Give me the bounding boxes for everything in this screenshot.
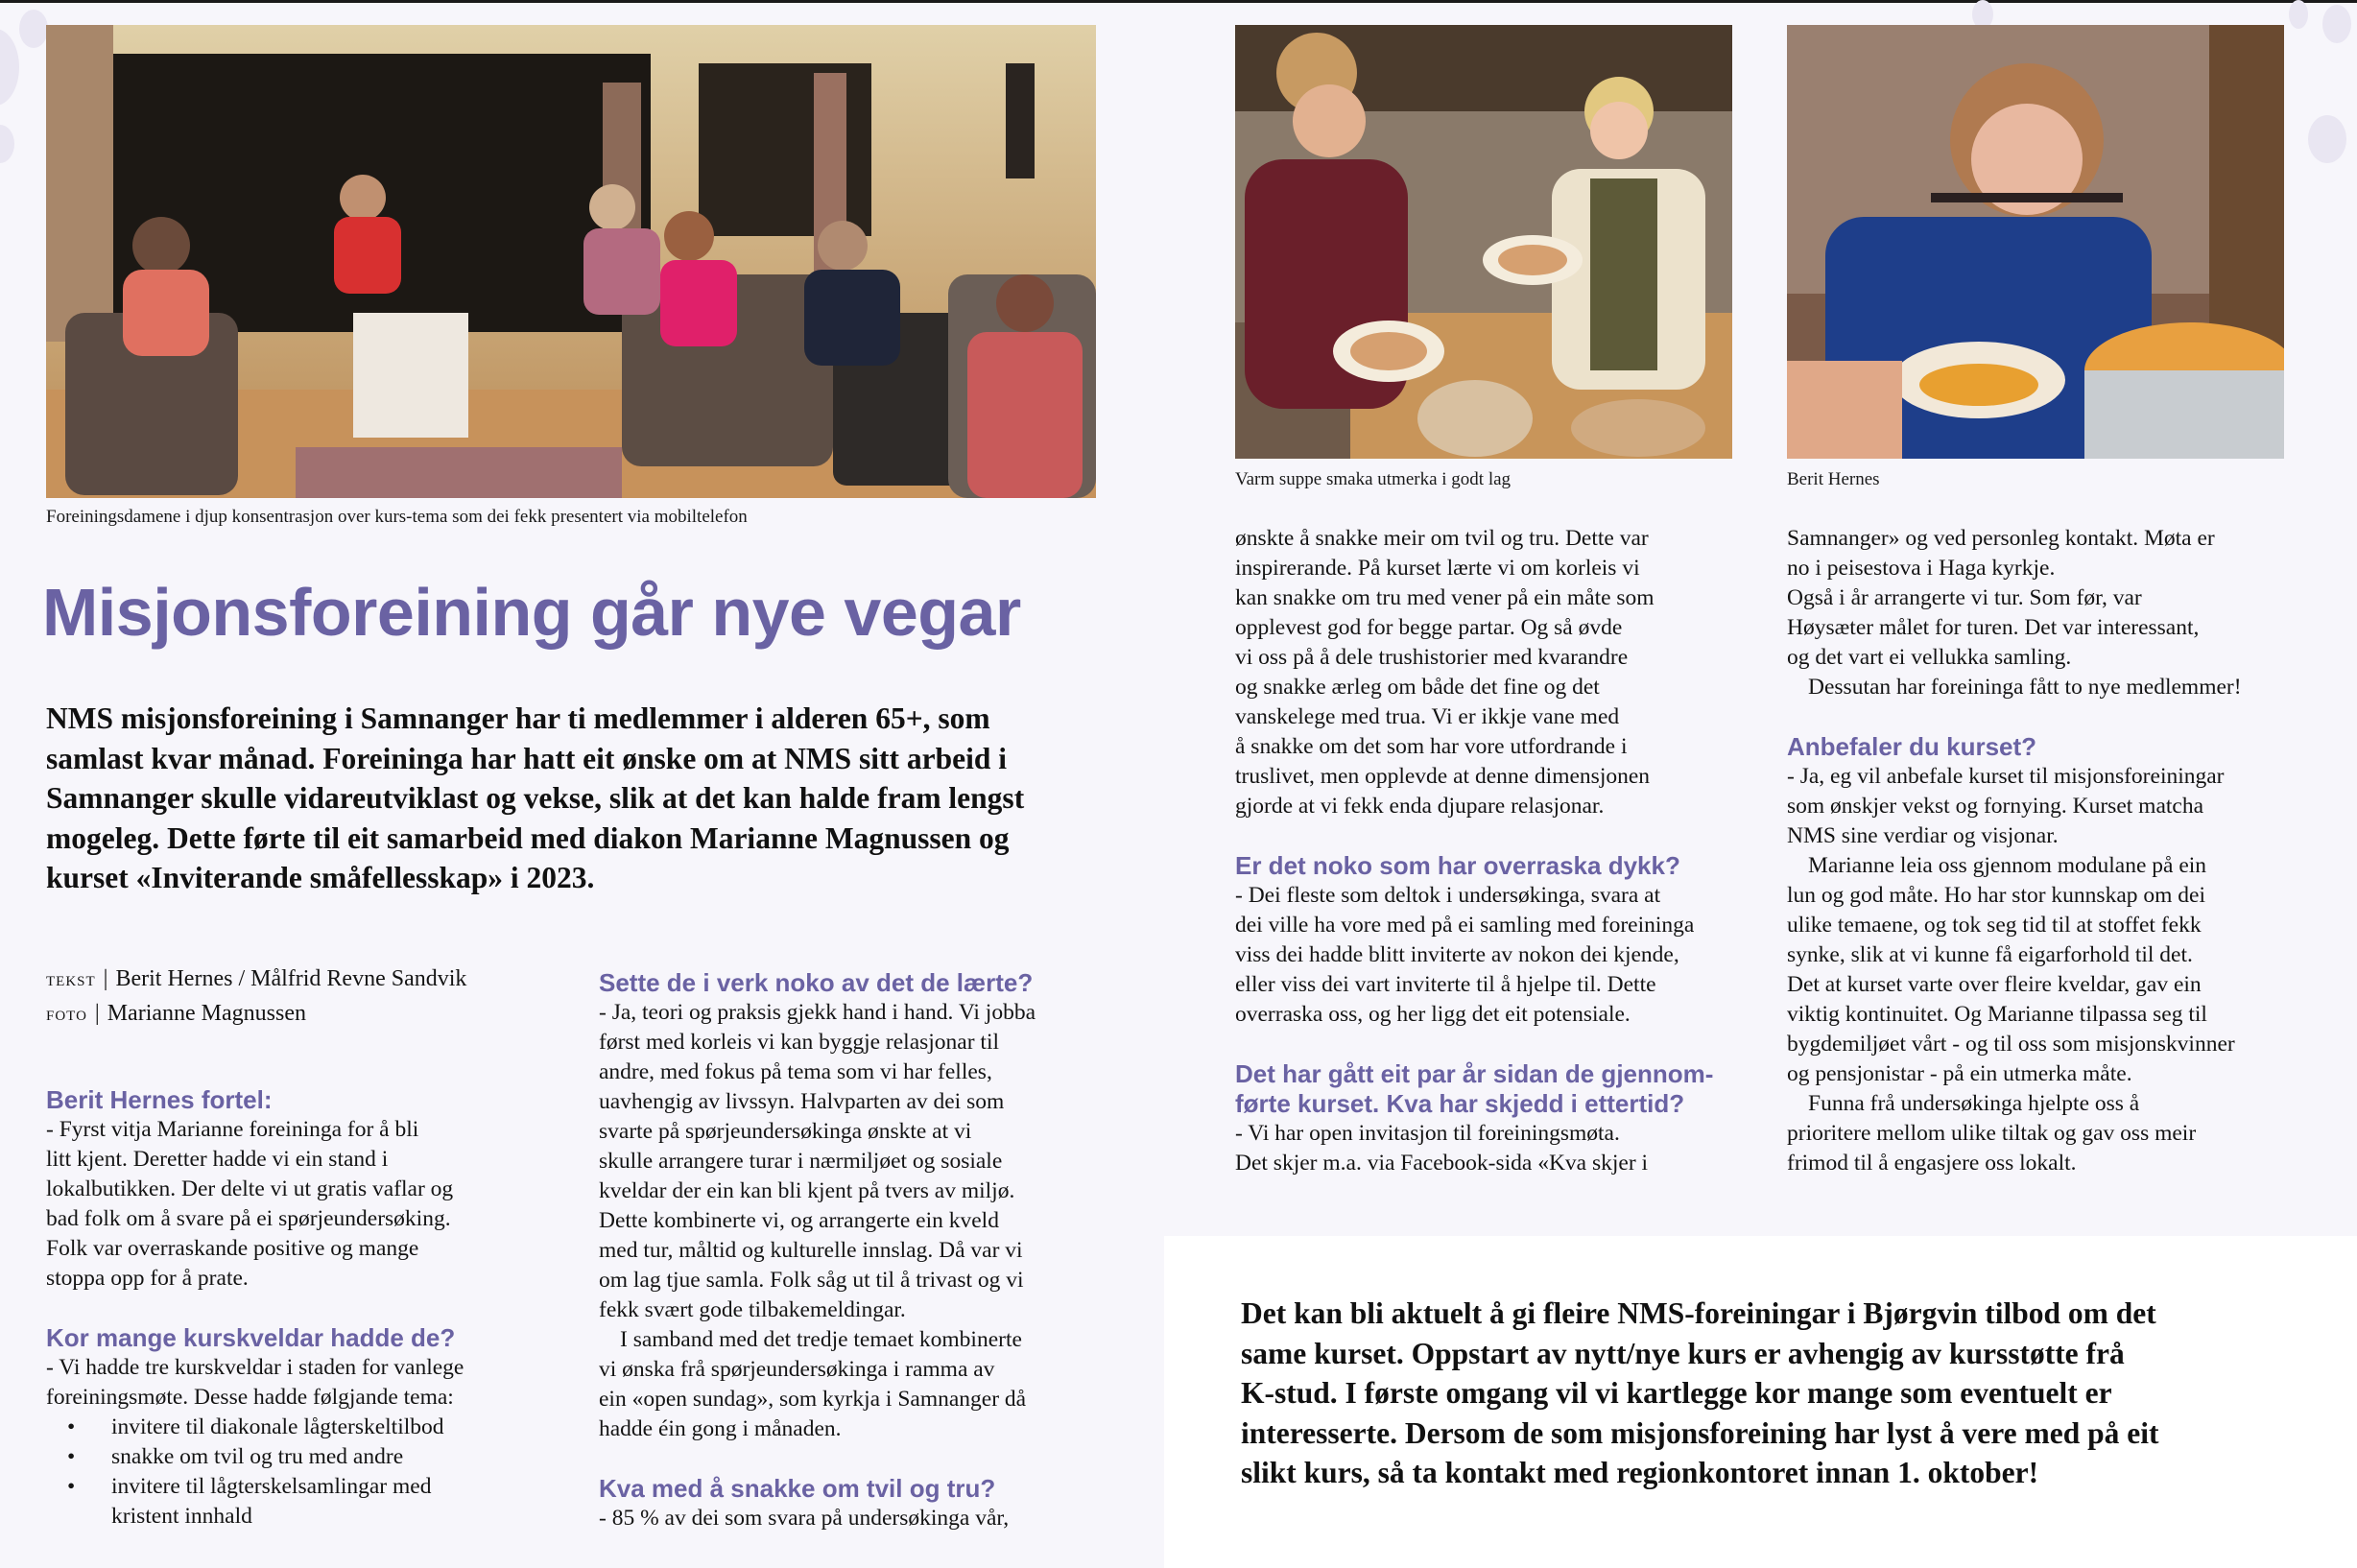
soup-serving-image xyxy=(1235,25,1732,459)
body-line: og pensjonistar - på ein utmerka måte. xyxy=(1787,1061,2132,1086)
body-line: no i peisestova i Haga kyrkje. xyxy=(1787,556,2056,581)
callout-line: K-stud. I første omgang vil vi kartlegge kor mange som eventuelt er xyxy=(1241,1376,2112,1410)
body-line: - 85 % av dei som svara på undersøkinga vår, xyxy=(599,1506,1010,1531)
body-line: med tur, måltid og kulturelle innslag. Då var vi xyxy=(599,1238,1023,1263)
section-heading: førte kurset. Kva har skjedd i ettertid? xyxy=(1235,1089,1685,1118)
column-4 xyxy=(1787,524,2305,1178)
article-title: Misjonsforeining går nye vegar xyxy=(42,575,1021,650)
body-line: overraska oss, og her ligg det eit potensiale. xyxy=(1235,1002,1631,1027)
body-line: fekk svært gode tilbakemeldingar. xyxy=(599,1297,906,1322)
byline-text-row xyxy=(46,963,466,998)
body-line: uavhengig av livssyn. Halvparten av dei som xyxy=(599,1089,1005,1114)
body-line: opplevest god for begge partar. Og så øvde xyxy=(1235,615,1623,640)
body-line: Også i år arrangerte vi tur. Som før, var xyxy=(1787,585,2142,610)
lead-line: Samnanger skulle vidareutviklast og vekse, slik at det kan halde fram lengst xyxy=(46,781,1025,815)
section-heading: Det har gått eit par år sidan de gjennom- xyxy=(1235,1059,1714,1088)
body-line: andre, med fokus på tema som vi har felles, xyxy=(599,1059,992,1084)
byline xyxy=(46,963,466,1033)
body-line: bygdemiljøet vårt - og til oss som misjonskvinner xyxy=(1787,1032,2235,1057)
body-line: Dessutan har foreininga fått to nye medlemmer! xyxy=(1808,675,2242,700)
body-line: Høysæter målet for turen. Det var interessant, xyxy=(1787,615,2200,640)
body-line: gjorde at vi fekk enda djupare relasjonar. xyxy=(1235,794,1605,819)
callout-box xyxy=(1164,1236,2357,1568)
body-line: - Fyrst vitja Marianne foreininga for å bli xyxy=(46,1117,419,1142)
body-line: Det at kurset varte over fleire kveldar, gav ein xyxy=(1787,972,2202,997)
body-line: svarte på spørjeundersøkinga ønskte at vi xyxy=(599,1119,972,1144)
body-line: prioritere mellom ulike tiltak og gav oss meir xyxy=(1787,1121,2197,1146)
body-line: synke, slik at vi kunne få eigarforhold til det. xyxy=(1787,942,2193,967)
body-line: først med korleis vi kan byggje relasjonar til xyxy=(599,1030,1000,1055)
callout-line: Det kan bli aktuelt å gi fleire NMS-foreiningar i Bjørgvin tilbod om det xyxy=(1241,1296,2156,1330)
body-line: - Vi har open invitasjon til foreiningsmøta. xyxy=(1235,1121,1620,1146)
body-line: Samnanger» og ved personleg kontakt. Møta er xyxy=(1787,526,2215,551)
lead-line: NMS misjonsforeining i Samnanger har ti medlemmer i alderen 65+, som xyxy=(46,701,990,735)
section-heading: Berit Hernes fortel: xyxy=(46,1085,273,1114)
body-line: viktig kontinuitet. Og Marianne tilpassa seg til xyxy=(1787,1002,2207,1027)
page-top-rule xyxy=(0,0,2357,3)
body-line: I samband med det tredje temaet kombinerte xyxy=(620,1327,1022,1352)
body-line: å snakke om det som har vore utfordrande i xyxy=(1235,734,1628,759)
body-line: ønskte å snakke meir om tvil og tru. Dette var xyxy=(1235,526,1649,551)
body-line: kveldar der ein kan bli kjent på tvers av miljø. xyxy=(599,1178,1015,1203)
body-line: hadde éin gong i månaden. xyxy=(599,1416,842,1441)
section-heading: Er det noko som har overraska dykk? xyxy=(1235,851,1680,880)
photo-caption: Varm suppe smaka utmerka i godt lag xyxy=(1235,469,1512,489)
byline-text-label: TEKST xyxy=(46,974,96,989)
berit-hernes-image xyxy=(1787,25,2284,459)
callout-line: interesserte. Dersom de som misjonsforeining har lyst å vere med på eit xyxy=(1241,1415,2159,1450)
body-line: - Ja, eg vil anbefale kurset til misjonsforeiningar xyxy=(1787,764,2225,789)
body-line: lokalbutikken. Der delte vi ut gratis vaflar og xyxy=(46,1176,454,1201)
section-heading: Kor mange kurskveldar hadde de? xyxy=(46,1323,456,1352)
lead-line: mogeleg. Dette førte til eit samarbeid med diakon Marianne Magnussen og xyxy=(46,820,1010,855)
body-line: vanskelege med trua. Vi er ikkje vane med xyxy=(1235,704,1620,729)
body-line: ein «open sundag», som kyrkja i Samnanger då xyxy=(599,1387,1027,1412)
byline-separator: | xyxy=(94,1001,100,1026)
byline-photographer: Marianne Magnussen xyxy=(107,1001,306,1026)
section-heading: Sette de i verk noko av det de lærte? xyxy=(599,968,1034,997)
lead-line: samlast kvar månad. Foreininga har hatt eit ønske om at NMS sitt arbeid i xyxy=(46,741,1008,775)
lead-line: kurset «Inviterande småfellesskap» i 2023. xyxy=(46,861,595,894)
bullet-item: • invitere til lågterskelsamlingar med xyxy=(46,1472,564,1502)
photo-caption: Berit Hernes xyxy=(1787,469,1880,489)
body-line: lun og god måte. Ho har stor kunnskap om dei xyxy=(1787,883,2205,908)
body-line: vi oss på å dele trushistorier med kvarandre xyxy=(1235,645,1629,670)
callout-text xyxy=(1241,1294,2159,1493)
body-line: Marianne leia oss gjennom modulane på ein xyxy=(1808,853,2207,878)
body-line: dei ville ha vore med på ei samling med foreininga xyxy=(1235,913,1695,938)
article-lead xyxy=(46,699,1111,898)
callout-line: slikt kurs, så ta kontakt med regionkontoret innan 1. oktober! xyxy=(1241,1456,2039,1489)
body-line: og det vart ei vellukka samling. xyxy=(1787,645,2072,670)
column-2 xyxy=(599,968,1117,1533)
byline-separator: | xyxy=(103,966,108,991)
body-line: vi ønska frå spørjeundersøkinga i ramma av xyxy=(599,1357,995,1382)
body-line: litt kjent. Deretter hadde vi ein stand i xyxy=(46,1147,389,1172)
decorative-dot xyxy=(2322,5,2351,43)
photo-berit-hernes xyxy=(1787,25,2284,459)
body-line: Funna frå undersøkinga hjelpte oss å xyxy=(1808,1091,2140,1116)
body-line: eller viss dei vart inviterte til å hjelpe til. Dette xyxy=(1235,972,1656,997)
body-line: som ønskjer vekst og fornying. Kurset matcha xyxy=(1787,794,2204,819)
photo-soup-serving xyxy=(1235,25,1732,459)
byline-photo-label: FOTO xyxy=(46,1009,87,1024)
living-room-image xyxy=(46,25,1096,498)
bullet-item: • snakke om tvil og tru med andre xyxy=(46,1442,564,1472)
body-line: inspirerande. På kurset lærte vi om korleis vi xyxy=(1235,556,1640,581)
body-line: Det skjer m.a. via Facebook-sida «Kva skjer i xyxy=(1235,1151,1649,1176)
callout-line: same kurset. Oppstart av nytt/nye kurs er avhengig av kursstøtte frå xyxy=(1241,1336,2125,1370)
decorative-dot xyxy=(19,10,48,48)
body-line: foreiningsmøte. Desse hadde følgjande tema: xyxy=(46,1385,454,1410)
decorative-dot xyxy=(2289,0,2308,29)
byline-photo-row xyxy=(46,998,466,1033)
body-line: om lag tjue samla. Folk såg ut til å trivast og vi xyxy=(599,1268,1024,1293)
body-line: Folk var overraskande positive og mange xyxy=(46,1236,419,1261)
decorative-dot xyxy=(2308,115,2346,163)
body-line: ulike temaene, og tok seg tid til at stoffet fekk xyxy=(1787,913,2202,938)
bullet-item: • invitere til diakonale lågterskeltilbod xyxy=(46,1413,564,1442)
decorative-dot xyxy=(0,29,19,106)
body-line: - Ja, teori og praksis gjekk hand i hand. Vi jobba xyxy=(599,1000,1036,1025)
body-line: - Vi hadde tre kurskveldar i staden for vanlege xyxy=(46,1355,464,1380)
body-line: Dette kombinerte vi, og arrangerte ein kveld xyxy=(599,1208,999,1233)
body-line: NMS sine verdiar og visjonar. xyxy=(1787,823,2059,848)
byline-authors: Berit Hernes / Målfrid Revne Sandvik xyxy=(115,966,467,991)
decorative-dot xyxy=(0,125,14,163)
body-line: kan snakke om tru med vener på ein måte som xyxy=(1235,585,1655,610)
photo-caption: Foreiningsdamene i djup konsentrasjon over kurs-tema som dei fekk presentert via mobiltelefon xyxy=(46,507,748,527)
body-line: viss dei hadde blitt inviterte av nokon dei kjende, xyxy=(1235,942,1679,967)
photo-living-room-group xyxy=(46,25,1096,498)
column-3 xyxy=(1235,524,1753,1178)
body-line: truslivet, men opplevde at denne dimensjonen xyxy=(1235,764,1651,789)
body-line: - Dei fleste som deltok i undersøkinga, svara at xyxy=(1235,883,1661,908)
body-line: skulle arrangere turar i nærmiljøet og sosiale xyxy=(599,1149,1003,1174)
column-1 xyxy=(46,1085,564,1532)
body-line: stoppa opp for å prate. xyxy=(46,1266,249,1291)
section-heading: Anbefaler du kurset? xyxy=(1787,732,2037,761)
body-line: frimod til å engasjere oss lokalt. xyxy=(1787,1151,2077,1176)
body-line: bad folk om å svare på ei spørjeundersøking. xyxy=(46,1206,451,1231)
bullet-item-continuation: kristent innhald xyxy=(111,1504,252,1529)
section-heading: Kva med å snakke om tvil og tru? xyxy=(599,1474,996,1503)
body-line: og snakke ærleg om både det fine og det xyxy=(1235,675,1600,700)
